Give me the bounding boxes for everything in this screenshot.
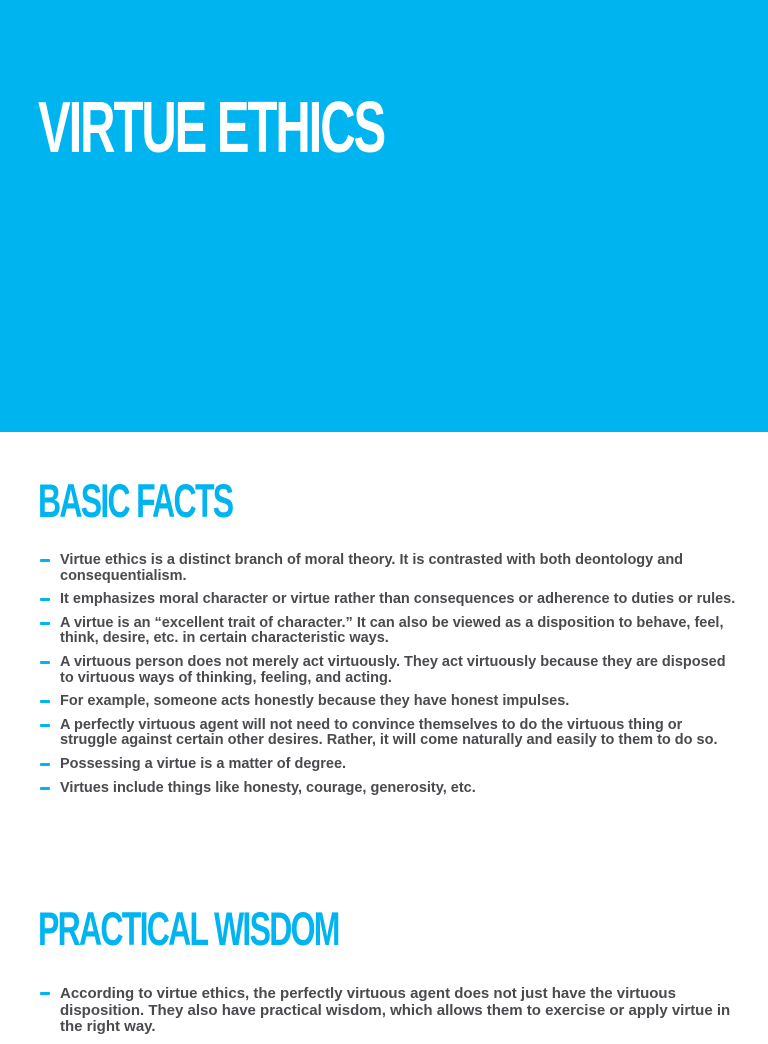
title-banner: [0, 0, 768, 432]
dash-bullet-icon: [40, 763, 50, 766]
list-item: [38, 655, 738, 686]
bullet-text: According to virtue ethics, the perfectly virtuous agent does not just have the virtuous disposition. They also have practical wisdom, which allows them to exercise or apply virtue in the right way.: [60, 985, 731, 1035]
list-item: [38, 553, 738, 584]
dash-bullet-icon: [40, 700, 50, 703]
page-title: VIRTUE ETHICS: [38, 88, 385, 168]
dash-bullet-icon: [40, 598, 50, 601]
list-item: [38, 592, 738, 608]
bullet-text: Possessing a virtue is a matter of degree.: [60, 755, 347, 772]
practical-wisdom-list: [38, 986, 738, 1044]
bullet-text: It emphasizes moral character or virtue rather than consequences or adherence to duties or rules.: [60, 591, 736, 608]
list-item: [38, 986, 738, 1036]
dash-bullet-icon: [40, 622, 50, 625]
bullet-text: A virtue is an “excellent trait of character.” It can also be viewed as a disposition to behave, feel, think, desire, etc. in certain characteristic ways.: [60, 614, 724, 647]
bullet-text: A perfectly virtuous agent will not need to convince themselves to do the virtuous thing or struggle against certain other desires. Rather, it will come naturally and easily to them to do so.: [60, 716, 718, 749]
dash-bullet-icon: [40, 559, 50, 562]
dash-bullet-icon: [40, 661, 50, 664]
list-item: [38, 694, 738, 710]
list-item: [38, 616, 738, 647]
list-item: [38, 757, 738, 773]
list-item: [38, 718, 738, 749]
basic-facts-list: [38, 553, 738, 804]
list-item: [38, 781, 738, 797]
bullet-text: For example, someone acts honestly because they have honest impulses.: [60, 693, 570, 710]
section-heading-practical-wisdom: PRACTICAL WISDOM: [38, 902, 339, 955]
dash-bullet-icon: [40, 787, 50, 790]
dash-bullet-icon: [40, 724, 50, 727]
bullet-text: Virtue ethics is a distinct branch of moral theory. It is contrasted with both deontology and consequentialism.: [60, 552, 684, 584]
bullet-text: A virtuous person does not merely act virtuously. They act virtuously because they are disposed to virtuous ways of thinking, feeling, and acting.: [60, 653, 726, 686]
section-heading-basic-facts: BASIC FACTS: [38, 474, 233, 527]
dash-bullet-icon: [40, 992, 50, 995]
bullet-text: Virtues include things like honesty, courage, generosity, etc.: [60, 779, 476, 796]
